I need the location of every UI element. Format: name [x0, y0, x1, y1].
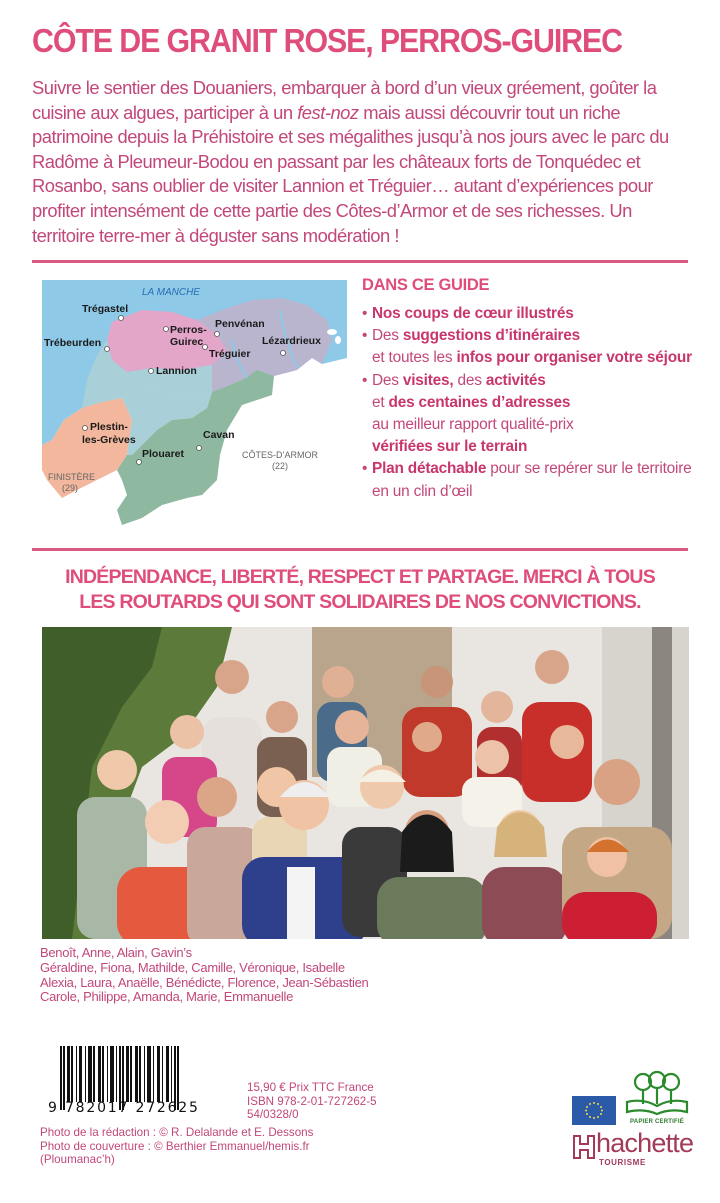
map-town-trebeurden: Trébeurden — [44, 337, 102, 349]
ref-code: 54/0328/0 — [247, 1108, 299, 1121]
eu-flag-icon — [572, 1096, 616, 1125]
map-town-lannion: Lannion — [156, 365, 197, 377]
publisher-logo — [570, 1128, 700, 1172]
guide-item — [362, 303, 692, 325]
team-names — [40, 946, 520, 1005]
guide-item — [362, 325, 692, 369]
names-line: Alexia, Laura, Anaëlle, Bénédicte, Florence, Jean-Sébastien — [40, 974, 369, 990]
guide-list — [362, 303, 692, 503]
names-line: Carole, Philippe, Amanda, Marie, Emmanuelle — [40, 989, 294, 1005]
guide-text: au meilleur rapport qualité-prix — [372, 416, 574, 434]
guide-text: Des — [372, 327, 403, 345]
photo-credits — [40, 1126, 313, 1167]
map-town-plouaret: Plouaret — [142, 448, 185, 460]
certified-paper-logo — [623, 1068, 691, 1126]
guide-contents — [362, 276, 692, 503]
guide-text: pour se repérer sur le territoire en un clin d’œil — [372, 460, 692, 500]
guide-text: Des — [372, 371, 403, 389]
guide-bold: Nos coups de cœur illustrés — [372, 305, 574, 322]
map-town-lezardrieux: Lézardrieux — [262, 335, 321, 347]
guide-text: et — [372, 393, 389, 411]
price-isbn-block — [247, 1081, 377, 1122]
map-town-penvenan: Penvénan — [215, 318, 265, 330]
map-sea-label: LA MANCHE — [142, 287, 200, 298]
slogan-line-1: INDÉPENDANCE, LIBERTÉ, RESPECT ET PARTAGE. MERCI À TOUS — [65, 566, 655, 588]
isbn-barcode — [48, 1046, 212, 1118]
map-dep-cotes-armor: CÔTES-D’ARMOR — [242, 450, 318, 460]
map-dep-finistere: FINISTÈRE — [48, 472, 96, 482]
guide-heading: DANS CE GUIDE — [362, 276, 490, 294]
guide-bold: activités — [485, 371, 546, 389]
slogan-line-2: LES ROUTARDS QUI SONT SOLIDAIRES DE NOS CONVICTIONS. — [79, 591, 641, 613]
intro-paragraph — [32, 76, 692, 248]
map-town-les-greves: les-Grèves — [82, 434, 136, 446]
names-line: Géraldine, Fiona, Mathilde, Camille, Véronique, Isabelle — [40, 959, 345, 975]
barcode-number: 9 782017 272625 — [48, 1100, 200, 1116]
guide-bold: vérifiées sur le terrain — [372, 438, 528, 456]
credit-line: Photo de la rédaction : © R. Delalande et E. Dessons — [40, 1126, 314, 1139]
guide-item — [362, 458, 692, 502]
divider-top — [32, 260, 688, 263]
names-line: Benoît, Anne, Alain, Gavin’s — [40, 945, 192, 960]
intro-text-2: mais aussi découvrir tout un riche patrimoine depuis la Préhistoire et ses mégalithes jusqu’à nos jours avec le parc du Radôme à Pleumeur-Bodou en passant par les châteaux forts de Tonquédec et Rosanbo, sans oublier de visiter Lannion et Tréguier… autant d’expériences pour profiter intensément de cette partie des Côtes-d’Armor et de ses richesses. Un territoire terre-mer à déguster sans modération ! — [32, 101, 669, 246]
guide-bold: des centaines d’adresses — [388, 393, 571, 411]
paper-cert-label: PAPIER CERTIFIÉ — [630, 1119, 684, 1125]
map-town-guirec: Guirec — [170, 336, 204, 348]
map-dep-cotes-armor-code: (22) — [272, 461, 289, 471]
map-town-tregastel: Trégastel — [82, 303, 129, 315]
map-town-perros: Perros- — [170, 324, 207, 336]
credit-line: Photo de couverture : © Berthier Emmanuel/hemis.fr — [40, 1139, 310, 1153]
map-town-plestin: Plestin- — [90, 421, 128, 433]
guide-bold: visites, — [402, 371, 454, 389]
guide-text: des — [453, 371, 486, 389]
barcode-bars — [60, 1046, 212, 1102]
region-map — [42, 280, 347, 530]
map-town-cavan: Cavan — [203, 429, 235, 441]
price-text: 15,90 € Prix TTC France — [247, 1081, 374, 1094]
guide-text: et toutes les — [372, 349, 457, 367]
guide-bold: suggestions d’itinéraires — [402, 327, 581, 345]
trees-book-icon — [623, 1068, 691, 1120]
isbn-text: ISBN 978-2-01-727262-5 — [247, 1094, 377, 1108]
slogan — [20, 565, 700, 615]
map-graphic — [42, 280, 347, 530]
publisher-sub: TOURISME — [599, 1158, 646, 1167]
divider-middle — [32, 548, 688, 551]
team-photo — [42, 627, 689, 939]
guide-item — [362, 370, 692, 459]
publisher-name: hachette — [596, 1128, 694, 1158]
intro-text-1: Suivre le sentier des Douaniers, embarquer à bord d’un vieux gréement, goûter la cuisine aux algues, participer à un — [32, 77, 657, 123]
intro-italic: fest-noz — [297, 101, 359, 123]
hachette-h-icon — [572, 1134, 596, 1160]
map-town-treguier: Tréguier — [209, 348, 251, 360]
guide-bold: Plan détachable — [372, 460, 487, 478]
map-dep-finistere-code: (29) — [62, 483, 79, 493]
team-photo-graphic — [42, 627, 689, 939]
guide-bold: infos pour organiser votre séjour — [456, 349, 692, 367]
page-title: CÔTE DE GRANIT ROSE, PERROS-GUIREC — [32, 22, 622, 59]
credit-line: (Ploumanac’h) — [40, 1153, 115, 1166]
